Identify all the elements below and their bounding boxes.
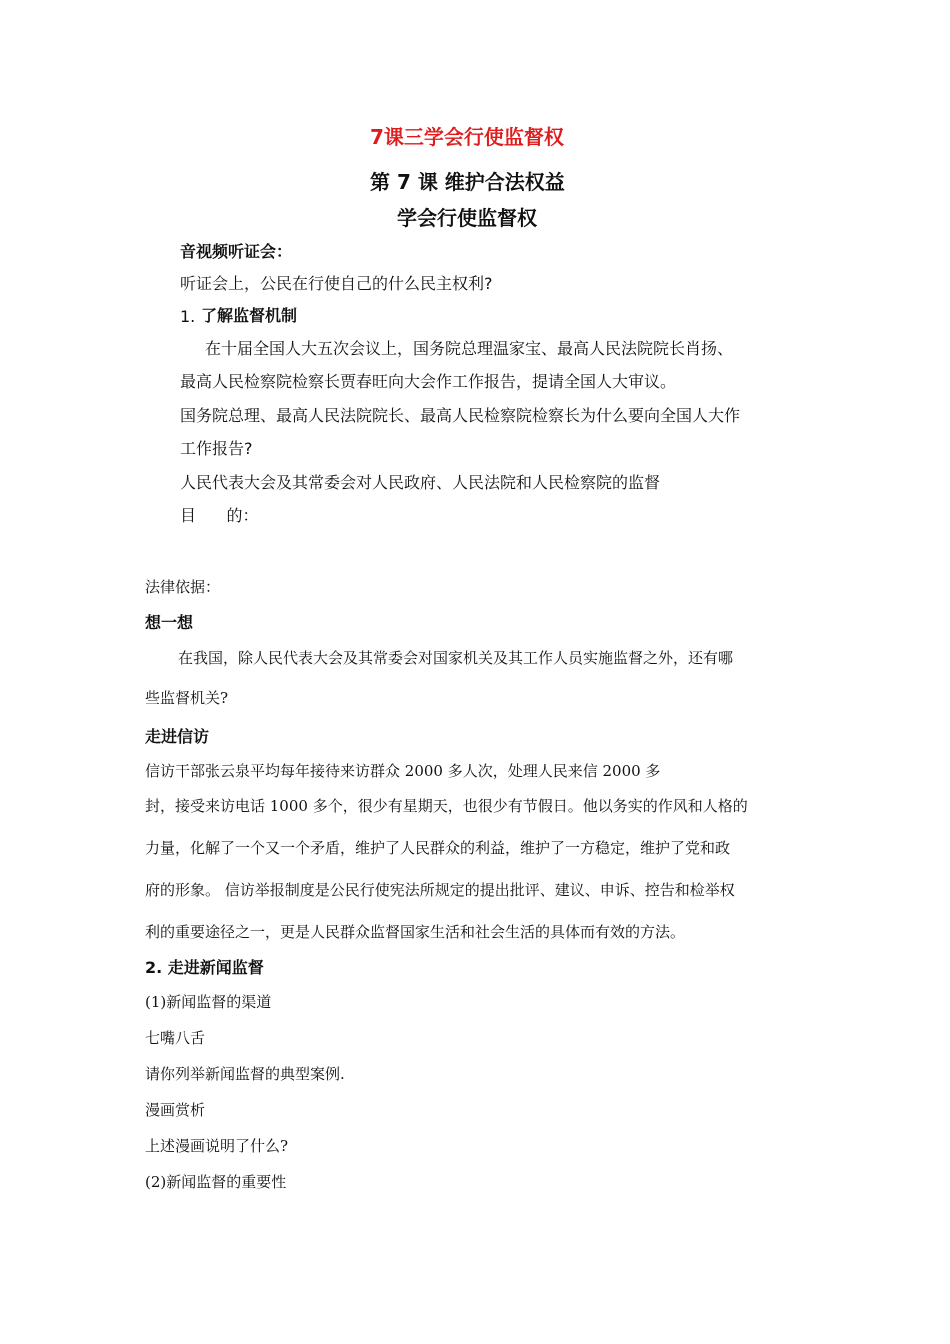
subsection-channels: (1)新闻监督的渠道: [145, 993, 272, 1011]
section2-title: 2. 走进新闻监督: [145, 958, 264, 977]
para1-line2: 最高人民检察院检察长贾春旺向大会作工作报告，提请全国人大审议。: [180, 372, 677, 391]
supervision-line: 人民代表大会及其常委会对人民政府、人民法院和人民检察院的监督: [180, 473, 661, 492]
document-title: 7课三学会行使监督权: [370, 125, 564, 149]
hearing-question: 听证会上，公民在行使自己的什么民主权利?: [180, 274, 493, 293]
question2-line1: 国务院总理、最高人民法院院长、最高人民检察院检察长为什么要向全国人大作: [180, 406, 741, 425]
section1-number: 1.: [180, 307, 196, 326]
think-title: 想一想: [145, 613, 194, 632]
petition-title: 走进信访: [145, 727, 210, 746]
legal-basis: 法律依据：: [145, 578, 221, 596]
petition-line3: 力量，化解了一个又一个矛盾，维护了人民群众的利益，维护了一方稳定，维护了党和政: [145, 839, 731, 857]
comic-question: 上述漫画说明了什么?: [145, 1137, 289, 1155]
hearing-label: 音视频听证会：: [180, 242, 293, 261]
comic-label: 漫画赏析: [145, 1101, 206, 1119]
cases-prompt: 请你列举新闻监督的典型案例.: [145, 1065, 345, 1083]
petition-line5: 利的重要途径之一，更是人民群众监督国家生活和社会生活的具体而有效的方法。: [145, 923, 686, 941]
think-line2: 些监督机关?: [145, 689, 229, 707]
question2-line2: 工作报告?: [180, 439, 253, 458]
purpose-label: 目 的：: [180, 506, 259, 525]
petition-line1: 信访干部张云泉平均每年接待来访群众 2000 多人次，处理人民来信 2000 多: [145, 762, 661, 780]
discussion-label: 七嘴八舌: [145, 1029, 206, 1047]
lesson-subheading: 学会行使监督权: [397, 206, 537, 230]
petition-line2: 封，接受来访电话 1000 多个，很少有星期天，也很少有节假日。他以务实的作风和人格的: [145, 797, 748, 815]
para1-line1: 在十届全国人大五次会议上，国务院总理温家宝、最高人民法院院长肖扬、: [205, 339, 734, 358]
lesson-heading: 第 7 课 维护合法权益: [370, 170, 565, 194]
petition-line4: 府的形象。 信访举报制度是公民行使宪法所规定的提出批评、建议、申诉、控告和检举权: [145, 881, 735, 899]
subsection-importance: (2)新闻监督的重要性: [145, 1173, 287, 1191]
section1-title: 了解监督机制: [201, 306, 298, 325]
think-line1: 在我国，除人民代表大会及其常委会对国家机关及其工作人员实施监督之外，还有哪: [178, 649, 734, 667]
